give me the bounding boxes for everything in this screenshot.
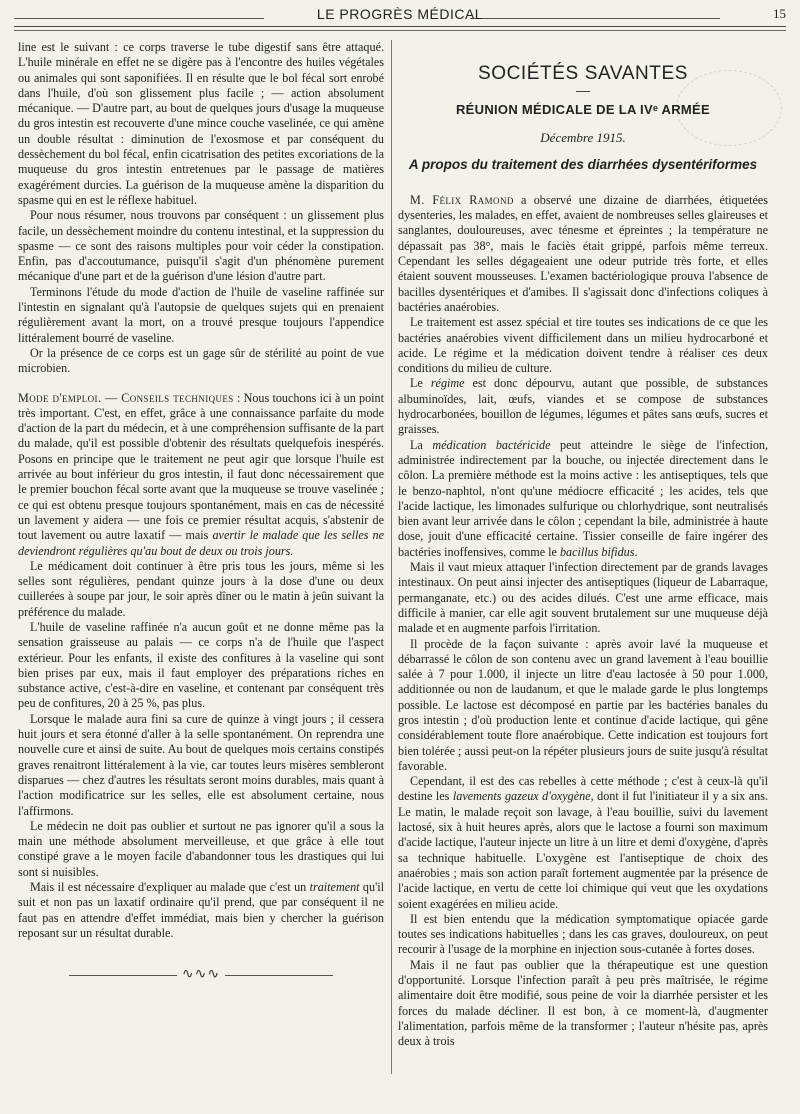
- ornament-rule-right: [225, 975, 333, 976]
- section-title: SOCIÉTÉS SAVANTES: [477, 63, 689, 84]
- paragraph: Le médecin ne doit pas oublier et surtout ne pas ignorer qu'il a sous la main une méthode absolument merveilleuse, et que grâce à elle tout constipé grave a le moyen facile d'abandonner tous les drastiques qui lui sont si nuisibles.: [18, 818, 384, 879]
- italic-run: avertir le malade que les selles ne deviendront régulières qu'au bout de deux ou trois jours.: [18, 528, 384, 558]
- paragraph: [398, 193, 768, 315]
- spacer: [18, 377, 384, 391]
- italic-run: lavements gazeux d'oxygène: [452, 789, 591, 804]
- paragraph: Lorsque le malade aura fini sa cure de quinze à vingt jours ; il cessera huit jours et sera étonné d'aller à la selle spontanément. On reprendra une nouvelle cure et ainsi de suite. Au bout de quelques mois certains constipés graves renaitront littéralement à la vie, car toutes leurs misères sembleront disparues — chez d'autres les résultats seront moins durables, mais quant à l'action modificatrice sur les selles, elle est absolument certaine, nous l'affirmons.: [18, 711, 384, 818]
- section-lead: Mode d'emploi. — Conseils techniques: [18, 390, 234, 405]
- text-run: .: [634, 544, 638, 559]
- paragraph: Le médicament doit continuer à être pris tous les jours, même si les selles sont régulières, pendant quinze jours à la dose d'une ou deux cuillerées à soupe par jour, le soir après dîner ou le matin à jeûn suivant la préférence du malade.: [18, 558, 384, 619]
- paragraph: [398, 438, 768, 560]
- paragraph: Or la présence de ce corps est un gage sûr de stérilité au point de vue microbien.: [18, 345, 384, 376]
- paragraph: Terminons l'étude du mode d'action de l'huile de vaseline raffinée sur l'intestin en signalant qu'à l'autopsie de quelques sujets qui en prenaient régulièrement avant la mort, on a trouvé presque toujours l'appendice littéralement bourré de vaseline.: [18, 284, 384, 345]
- text-run: La: [410, 437, 433, 452]
- paragraph: line est le suivant : ce corps traverse le tube digestif sans être attaqué. L'huile minérale en effet ne se digère pas à l'encontre des huiles végétales ou animales qui sont saponifiées. Il en résulte que le bol fécal sort enrobé dans l'huile, d'où son glissement plus facile ; — action absolument mécanique. — D'autre part, au bout de quelques jours d'usage la muqueuse du gros intestin est recouverte d'une mince couche vaselinée, ce qui amène un double résultat : diminution de l'exosmose et par conséquent du dessèchement du bol fécal, enfin cicatrisation des petites excoriations de la muqueuse du gros intestin entretenues par le passage de matières exagérément durcies. La guérison de la muqueuse amène la disparition du spasme qui en est le réflexe habituel.: [18, 40, 384, 207]
- paragraph: L'huile de vaseline raffinée n'a aucun goût et ne donne même pas la sensation graisseuse au palais — ce corps n'a de l'huile que l'aspect extérieur. Pour les enfants, il existe des confitures à la vaseline qui sont bien prises par eux, mais il faut employer des préparations riches en substance active, c'est-à-dire en vaseline, et contenant par conséquent très peu de confitures, 20 à 25 %, pas plus.: [18, 619, 384, 711]
- ornament-rule-left: [69, 975, 177, 976]
- italic-run: régime: [430, 376, 465, 391]
- page-number: 15: [773, 6, 786, 21]
- page-header: [0, 0, 800, 40]
- ornament-glyph: ∿∿∿: [181, 967, 221, 983]
- paragraph: [398, 774, 768, 912]
- column-divider: [391, 40, 392, 1074]
- text-run: a observé une dizaine de diarrhées, étiquetées dysenteries, les malades, en effet, avaient de nombreuses selles glaireuses et sanglantes, douloureuses, avec ténesme et épreintes ; la température ne dépassait pas 38°, mais le faciès était grippé, parfois même terreux. Cependant les selles dégageaient une odeur putride très forte, et elles étaient souvent mousseuses. L'examen bactériologique prouva l'absence de bacilles dysentériques et d'amibes. Il s'agissait donc d'infections coliques à bactéries anaérobies.: [398, 192, 768, 314]
- text-run: qu'il suit et non pas un laxatif ordinaire qu'il prend, que par conséquent il ne faut pas en attendre d'effet immédiat, mais bien y chercher la guérison reposant sur un résultat durable.: [18, 880, 385, 940]
- meeting-date: Décembre 1915.: [540, 129, 626, 145]
- text-run: Le: [410, 376, 431, 391]
- paragraph: [398, 376, 768, 437]
- paragraph: Pour nous résumer, nous trouvons par conséquent : un glissement plus facile, un dessèchement moindre du contenu intestinal, et la suppression du spasme — ce sont des raisons multiples pour voir céder la constipation. Enfin, pas d'accoutumance, puisqu'il s'agit d'un phénomène purement mécanique d'une part et de la guérison d'une lésion d'autre part.: [18, 208, 384, 284]
- paragraph: Mais il ne faut pas oublier que la thérapeutique est une question d'opportunité. Lorsque l'infection paraît à peu près maîtrisée, le régime alimentaire doit être modifié, sous peine de voir la diarrhée persister et les forces du malade décliner. Il est bon, à ce moment-là, d'augmenter l'alimentation, parfois même de la transformer ; l'auteur n'hésite pas, après deux à trois: [398, 957, 768, 1049]
- paragraph: Il est bien entendu que la médication symptomatique opiacée garde toutes ses indications habituelles ; dans les cas graves, douloureux, on peut recourir à l'usage de la morphine en injection sous-cutanée à fortes doses.: [398, 911, 768, 957]
- article-title: A propos du traitement des diarrhées dysentériformes: [408, 156, 758, 172]
- italic-run: médication bactéricide: [432, 437, 551, 452]
- text-run: est donc dépourvu, autant que possible, de substances albuminoïdes, lait, œufs, viandes et se compose de substances hydrocarbonées, bouillon de légumes, légumes et pâtes sans œufs, sucres et graisses.: [398, 376, 769, 437]
- paragraph: Le traitement est assez spécial et tire toutes ses indications de ce que les bactéries anaérobies vivent difficilement dans un milieu hydrocarboné et acide. Le régime et la médication doivent tendre à réaliser ces deux conditions du milieu de culture.: [398, 315, 768, 376]
- paragraph: Il procède de la façon suivante : après avoir lavé la muqueuse et débarrassé le côlon de son contenu avec un grand lavement à l'eau bouillie salée à 7 pour 1.000, il injecte un litre d'eau lactosée à 50 pour 1.000, additionnée ou non de laudanum, et que le malade garde le plus longtemps possible. Le lactose est décomposé en partie par les bactéries banales du gros intestin ; d'où production lente et continue d'acide lactique, qui gêne considérablement toute flore anaérobique. Cette indication est toujours fort bien tolérée ; aussi peut-on la répéter plusieurs jours de suite jusqu'à résultat favorable.: [398, 636, 768, 773]
- paragraph: [18, 880, 384, 941]
- meeting-title: RÉUNION MÉDICALE DE LA IVᵉ ARMÉE: [455, 102, 711, 118]
- header-double-rule: [14, 26, 786, 27]
- text-run: Mais il est nécessaire d'expliquer au malade que c'est un: [30, 880, 310, 895]
- left-column: [18, 40, 384, 983]
- text-run: Cependant, il est des cas rebelles à cette méthode ; c'est à ceux-là qu'il destine les: [398, 774, 768, 804]
- end-ornament: [18, 967, 384, 982]
- paragraph: Mais il vaut mieux attaquer l'infection directement par de grands lavages intestinaux. On peut ainsi injecter des antiseptiques (liqueur de Labarraque, permanganate, etc.) ou des acides dilués. C'est une arme efficace, mais difficile à manier, car elle agit souvent brutalement sur une muqueuse déjà malade et en augmente parfois l'irritation.: [398, 560, 768, 636]
- section-dash: [576, 91, 590, 92]
- text-run: , dont il fut l'initiateur il y a six ans. Le matin, le malade reçoit son lavage, à l'eau bouillie, suivi du lavement lactosé, six à huit heures après, alors que le lactose a fourni son maximum d'acide lactique, l'auteur injecte un litre à un litre et demi d'oxygène, d'après sa technique habituelle. L'oxygène est l'antiseptique de choix des anaérobies ; mais son action paraît fortement augmentée par la présence de l'acide lactique, en vertu de cette loi chimique qui veut que les oxydations soient exagérées en milieu acide.: [398, 789, 768, 911]
- header-double-rule-thin: [14, 30, 786, 31]
- italic-run: traitement: [309, 880, 360, 895]
- italic-run: bacillus bifidus: [559, 544, 635, 559]
- paragraph-mode-emploi: [18, 391, 384, 559]
- text-run: peut atteindre le siège de l'infection, administrée indirectement par la bouche, ou injectée directement dans le côlon. La première méthode est la moins active : les antiseptiques, tels que le benzo-naphtol, n'ont qu'une médiocre efficacité ; les acides, tels que l'acide lactique, les limonades sulfurique ou chlorhydrique, sont neutralisés bien avant leur arrivée dans le côlon ; cependant la bile, administrée à haute dose, jouit d'une efficacité certaine. Tissier conseille de faire ingérer des bactéries inoffensives, comme le: [398, 437, 769, 559]
- text-run: : Nous touchons ici à un point très important. C'est, en effet, grâce à une connaissance parfaite du mode d'action de la part du médecin, et à une compréhension suffisante de la part du malade, qu'il est possible d'obtenir des résultats quelquefois inespérés. Posons en principe que le traitement ne peut agir que lorsque l'huile est arrivée au bout inférieur du gros intestin, il faut donc nécessairement que le premier bouchon fécal sorte avant que la muqueuse se trouve vaselinée ; ce qui est obtenu presque toujours spontanément, mais en cas de nécessité un lavement y aidera — une fois ce premier résultat acquis, s'abstenir de tout lavement ou autre laxatif — mais: [18, 390, 384, 543]
- right-column: [398, 40, 768, 1050]
- author-name: M. Félix Ramond: [410, 192, 514, 207]
- journal-title: LE PROGRÈS MÉDICAL: [316, 6, 484, 22]
